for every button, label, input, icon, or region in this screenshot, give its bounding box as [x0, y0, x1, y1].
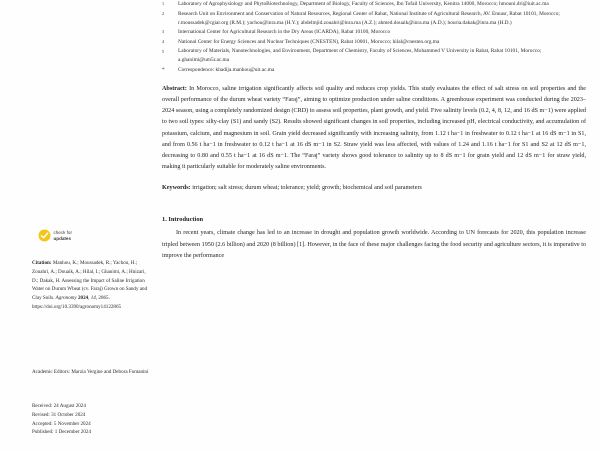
abstract-text: In Morocco, saline irrigation significantly affects soil quality and reduces crop yields. This study evaluates the effect of salt stress on soil properties and the overall performance of the durum wheat variety “Faraj”, aiming to optimize production under saline conditions. A greenhouse experiment was conducted during the 2023–2024 season, using a completely randomized design (CRD) to assess soil properties, plant growth, and yield. Five salinity levels (0.2, 4, 8, 12, and 16 dS m−1) were applied to two soil types: silty-clay (S1) and sandy (S2). Results showed significant changes in soil properties, including increased pH, electrical conductivity, and accumulation of potassium, calcium, and magnesium in soil. Grain yield decreased significantly with increasing salinity, from 1.12 t ha−1 in freshwater to 0.12 t ha−1 at 16 dS m−1 in S1, and from 0.56 t ha−1 in freshwater to 0.12 t ha−1 at 16 dS m−1 in S2. Straw yield was less affected, with values of 1.24 and 1.16 t ha−1 for S1 and S2 at 12 dS m−1, decreasing to 0.80 and 0.55 t ha−1 at 16 dS m−1. The “Faraj” variety shows good tolerance to salinity up to 8 dS m−1 for grain yield and 12 dS m−1 for straw yield, making it particularly suitable for moderately saline environments. [162, 85, 586, 171]
check-circle-icon [38, 229, 51, 242]
citation-doi-suffix[interactable]: agronomy14122865 [80, 303, 122, 310]
affiliation-item [162, 47, 586, 65]
date-received: Received: 24 August 2024 [32, 403, 86, 409]
affiliation-item [162, 28, 586, 37]
affiliation-text: International Center for Agricultural Research in the Dry Areas (ICARDA), Rabat 10100, Morocco [178, 29, 391, 36]
affiliation-marker: 3 [162, 29, 165, 35]
editors-names: Marzia Vergine and Debora Fontanini [71, 369, 149, 375]
publication-dates-block [32, 402, 150, 437]
introduction-title: 1. Introduction [162, 216, 204, 224]
correspondence-marker: * [162, 66, 165, 73]
date-published: Published: 1 December 2024 [32, 429, 91, 436]
keywords-section [162, 183, 586, 194]
introduction-paragraph: In recent years, climate change has led to an increase in drought and population growth worldwide. According to UN forecasts for 2020, this population increase tripled between 1950 (2.6 billion) and 2020 (8 billion) [1]. However, in the face of these major challenges facing the food security and agriculture sectors, it is imperative to improve the performance [162, 230, 586, 260]
correspondence-item [162, 66, 586, 75]
badge-line-2: updates [53, 235, 71, 241]
affiliation-marker: 5 [162, 48, 165, 54]
badge-text [54, 230, 72, 240]
affiliation-text: Research Unit on Environment and Conservation of Natural Resources, Regional Center of Rabat, National Institute of Agricultural Research, AV. Ennasr, Rabat 10101, Morocco; r.moussadek@cgiar.org (R.M.); yachou@inra.ma (H.Y.); abdelmjid.zouahri@inra.ma (A.Z.); ahmed.douaik@inra.ma (A.D.); houria.dakak@inra.ma (H.D.) [178, 10, 560, 26]
affiliation-item [162, 0, 586, 9]
affiliations-list [162, 0, 586, 75]
citation-year: 2024 [77, 295, 89, 301]
abstract-section [162, 84, 586, 174]
affiliation-marker: 4 [162, 39, 165, 45]
affiliation-item [162, 38, 586, 47]
affiliation-marker: 2 [162, 10, 165, 16]
affiliation-text: Laboratory of Agrophysiology and PhytoBiotechnology, Department of Biology, Faculty of Sciences, Ibn Tofail University, Kenitra 14000, Morocco; hmouni.dri@iuit.ac.ma [178, 1, 549, 7]
editors-label: Academic Editors: [32, 369, 71, 375]
check-for-updates-badge[interactable] [38, 229, 72, 242]
affiliation-text: National Center for Energy Sciences and Nuclear Techniques (CNESTEN), Rabat 10001, Morocco; hilal@cnesten.org.ma [178, 38, 440, 45]
citation-authors: Manhou, K.; Moussadek, R.; Yachou, H.; Zouahri, A.; Douaik, A.; Hilal, I.; Ghanimi, A.; Hnizari, D.; Dakak, H. [32, 260, 146, 284]
abstract-heading: Abstract: [162, 85, 187, 92]
correspondence-text: Correspondence: khadija.manhou@uit.ac.ma [178, 66, 275, 73]
citation-pages: 2865. [98, 295, 110, 301]
badge-line-1: check for [53, 230, 72, 236]
citation-block: Citation: Manhou, K.; Moussadek, R.; Yachou, H.; Zouahri, A.; Douaik, A.; Hilal, I.; Ghanimi, A.; Hnizari, D.; Dakak, H. Assessing the Impact of Saline Irrigation Water on Durum Wheat (cv. Faraj) Grown on Sandy and Clay Soils. Agronomy 2024, 14, 2865. https://doi.org/10.3390/agronomy14122865 [32, 260, 148, 310]
citation-doi-prefix[interactable]: https://doi.org/10.3390/ [32, 303, 81, 310]
citation-title: Assessing the Impact of Saline Irrigation Water on Durum Wheat (cv. Faraj) Grown on Sandy and Clay Soils. [32, 277, 148, 301]
date-accepted: Accepted: 5 November 2024 [32, 420, 91, 427]
date-revised: Revised: 31 October 2024 [32, 411, 86, 418]
main-column [162, 0, 586, 263]
academic-editors-block [32, 368, 150, 377]
affiliation-marker: 1 [162, 1, 165, 7]
affiliation-item [162, 10, 586, 28]
affiliation-text: Laboratory of Materials, Nanotechnologies, and Environment, Department of Chemistry, Faculty of Sciences, Mohammed V University in Rabat, Rabat 10101, Morocco; a.ghanimi@um5r.ac.ma [178, 48, 542, 64]
citation-volume: 14 [90, 295, 96, 301]
citation-label: Citation: [32, 260, 52, 266]
keywords-text: irrigation; salt stress; durum wheat; tolerance; yield; growth; biochemical and soil parameters [190, 185, 422, 192]
citation-journal: Agronomy [55, 295, 77, 301]
keywords-heading: Keywords: [162, 185, 191, 192]
